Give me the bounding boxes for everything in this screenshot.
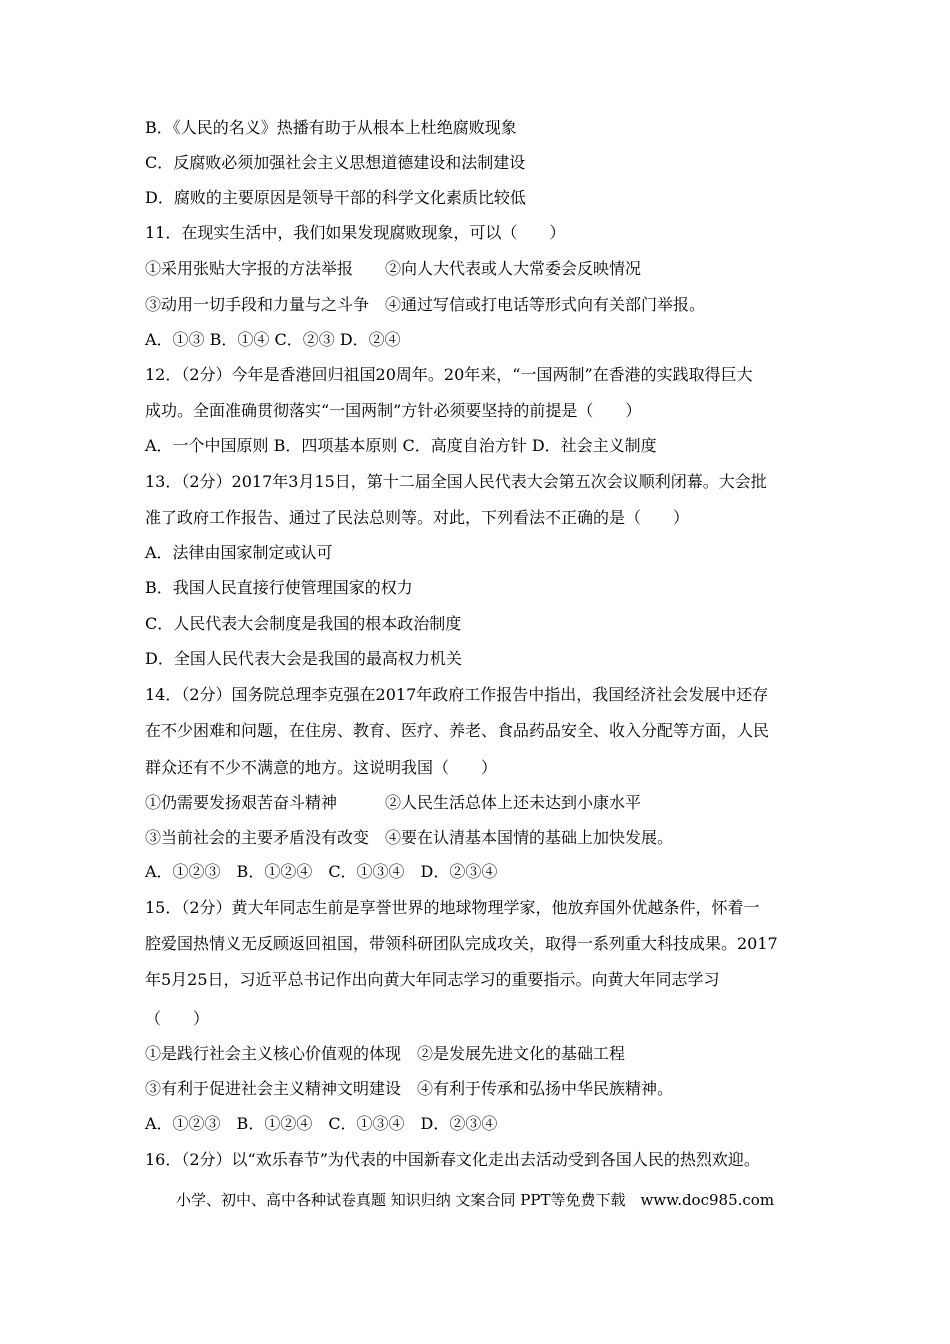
option-line: D．全国人民代表大会是我国的最高权力机关 xyxy=(145,649,462,668)
question-line: （ ） xyxy=(145,1009,210,1028)
statement-line: ①是践行社会主义核心价值观的体现 ②是发展先进文化的基础工程 xyxy=(145,1044,626,1063)
option-line: C．人民代表大会制度是我国的根本政治制度 xyxy=(145,614,462,633)
option-line: A．法律由国家制定或认可 xyxy=(145,543,333,562)
option-line: D．腐败的主要原因是领导干部的科学文化素质比较低 xyxy=(145,188,526,207)
question-line: 11．在现实生活中，我们如果发现腐败现象，可以（ ） xyxy=(145,223,566,242)
question-line: 成功。全面准确贯彻落实“一国两制”方针必须要坚持的前提是（ ） xyxy=(145,401,642,420)
question-line: 16．（2分）以“欢乐春节”为代表的中国新春文化走出去活动受到各国人民的热烈欢迎。 xyxy=(145,1150,760,1169)
statement-line: ③动用一切手段和力量与之斗争 ④通过写信或打电话等形式向有关部门举报。 xyxy=(145,295,706,314)
statement-line: ①采用张贴大字报的方法举报 ②向人大代表或人大常委会反映情况 xyxy=(145,259,642,278)
question-line: 15．（2分）黄大年同志生前是享誉世界的地球物理学家，他放弃国外优越条件，怀着一 xyxy=(145,898,760,917)
statement-line: ③当前社会的主要矛盾没有改变 ④要在认清基本国情的基础上加快发展。 xyxy=(145,828,674,847)
statement-line: ①仍需要发扬艰苦奋斗精神 ②人民生活总体上还未达到小康水平 xyxy=(145,793,642,812)
answer-options: A．一个中国原则 B．四项基本原则 C．高度自治方针 D．社会主义制度 xyxy=(145,436,657,455)
question-line: 12．（2分）今年是香港回归祖国20周年。20年来，“一国两制”在香港的实践取得巨大 xyxy=(145,365,753,384)
question-line: 年5月25日，习近平总书记作出向黄大年同志学习的重要指示。向黄大年同志学习 xyxy=(145,970,720,989)
option-line: B．我国人民直接行使管理国家的权力 xyxy=(145,578,413,597)
option-line: C．反腐败必须加强社会主义思想道德建设和法制建设 xyxy=(145,153,526,172)
question-line: 准了政府工作报告、通过了民法总则等。对此，下列看法不正确的是（ ） xyxy=(145,508,690,527)
question-line: 13．（2分）2017年3月15日，第十二届全国人民代表大会第五次会议顺利闭幕。大会批 xyxy=(145,472,767,491)
question-line: 腔爱国热情义无反顾返回祖国，带领科研团队完成攻关，取得一系列重大科技成果。2017 xyxy=(145,934,778,953)
statement-line: ③有利于促进社会主义精神文明建设 ④有利于传承和弘扬中华民族精神。 xyxy=(145,1079,674,1098)
question-line: 群众还有不少不满意的地方。这说明我国（ ） xyxy=(145,758,498,777)
page-footer: 小学、初中、高中各种试卷真题 知识归纳 文案合同 PPT等免费下载 www.doc985.com xyxy=(175,1191,775,1209)
question-line: 14．（2分）国务院总理李克强在2017年政府工作报告中指出，我国经济社会发展中还存 xyxy=(145,685,769,704)
option-line: B．《人民的名义》热播有助于从根本上杜绝腐败现象 xyxy=(145,118,517,137)
answer-options: A．①③ B．①④ C．②③ D．②④ xyxy=(145,330,401,349)
question-line: 在不少困难和问题，在住房、教育、医疗、养老、食品药品安全、收入分配等方面，人民 xyxy=(145,721,770,740)
answer-options: A．①②③ B．①②④ C．①③④ D．②③④ xyxy=(145,1114,498,1133)
answer-options: A．①②③ B．①②④ C．①③④ D．②③④ xyxy=(145,862,498,881)
